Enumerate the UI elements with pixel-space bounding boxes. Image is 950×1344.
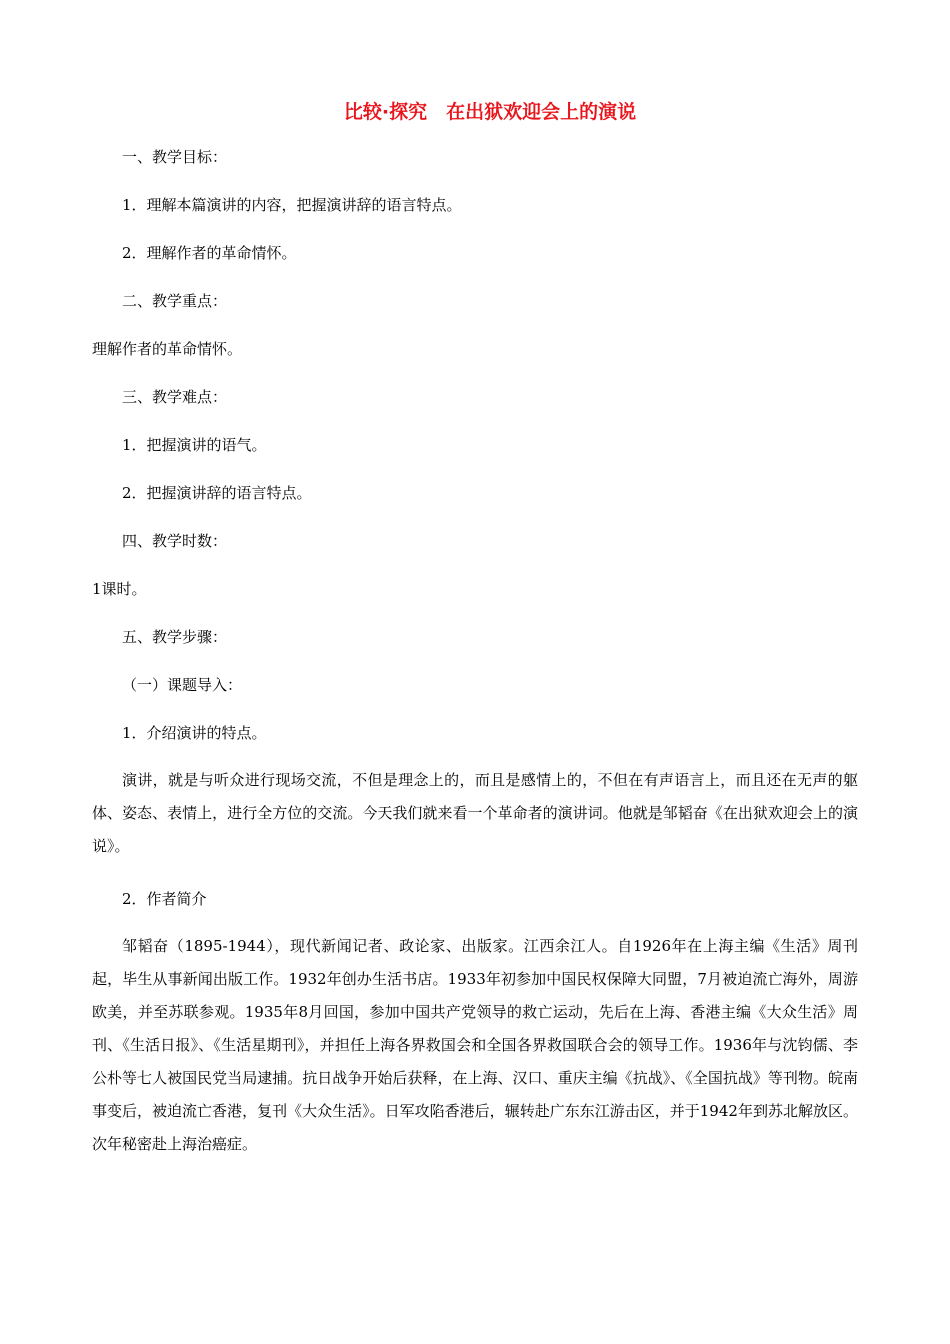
step-heading-intro: （一）课题导入： <box>122 676 243 694</box>
section-heading-objectives: 一、教学目标： <box>122 148 228 166</box>
document-title: 比较·探究 在出狱欢迎会上的演说 <box>343 101 637 123</box>
step-item-1: 1．介绍演讲的特点。 <box>122 724 267 742</box>
author-bio-paragraph: 邹韬奋（1895-1944），现代新闻记者、政论家、出版家。江西余江人。自1926年在上海主编《生活》周刊起，毕生从事新闻出版工作。1932年创办生活书店。1933年初参加中国民权保障大同盟，7月被迫流亡海外，周游欧美，并至苏联参观。1935年8月回国，参加中国共产党领导的救亡运动，先后在上海、香港主编《大众生活》周刊、《生活日报》、《生活星期刊》，并担任上海各界救国会和全国各界救国联合会的领导工作。1936年与沈钧儒、李公朴等七人被国民党当局逮捕。抗日战争开始后获释，在上海、汉口、重庆主编《抗战》、《全国抗战》等刊物。皖南事变后，被迫流亡香港，复刊《大众生活》。日军攻陷香港后，辗转赴广东东江游击区，并于1942年到苏北解放区。次年秘密赴上海治癌症。 <box>92 937 858 1153</box>
objective-item-2: 2．理解作者的革命情怀。 <box>122 244 297 262</box>
section-heading-steps: 五、教学步骤： <box>122 628 228 646</box>
section-heading-difficulties: 三、教学难点： <box>122 388 228 406</box>
step-item-2: 2．作者简介 <box>122 890 207 908</box>
section-heading-key-points: 二、教学重点： <box>122 292 228 310</box>
key-point-text: 理解作者的革命情怀。 <box>92 340 243 358</box>
objective-item-1: 1．理解本篇演讲的内容，把握演讲辞的语言特点。 <box>122 196 462 214</box>
difficulty-item-2: 2．把握演讲辞的语言特点。 <box>122 484 312 502</box>
speech-intro-paragraph: 演讲，就是与听众进行现场交流，不但是理念上的，而且是感情上的，不但在有声语言上，而且还在无声的躯体、姿态、表情上，进行全方位的交流。今天我们就来看一个革命者的演讲词。他就是邹韬奋《在出狱欢迎会上的演说》。 <box>92 771 858 855</box>
difficulty-item-1: 1．把握演讲的语气。 <box>122 436 267 454</box>
section-heading-hours: 四、教学时数： <box>122 532 228 550</box>
document-body <box>92 145 858 1185</box>
hours-text: 1课时。 <box>92 580 147 598</box>
